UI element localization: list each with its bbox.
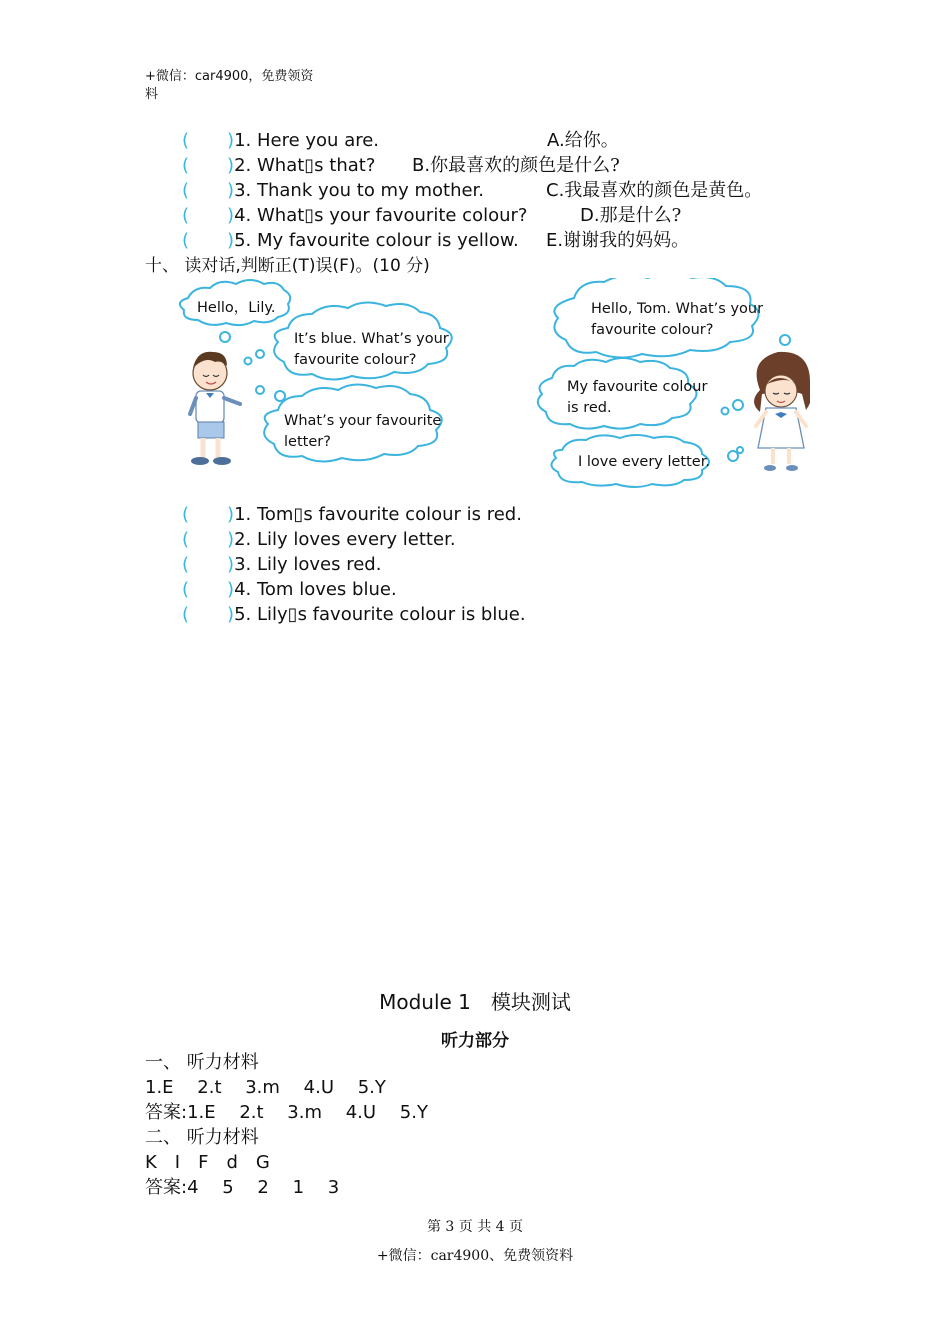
thought-dot — [728, 451, 738, 461]
thought-dot — [256, 386, 264, 394]
item-number: 2. — [234, 529, 252, 550]
item-number: 1. — [234, 130, 252, 151]
matching-item — [182, 154, 375, 178]
judge-item — [182, 528, 456, 552]
header-line-1: +微信：car4900，免费领资 — [145, 69, 314, 84]
bubble-text: What’s your favourite — [284, 413, 442, 429]
thought-dot — [780, 335, 790, 345]
bubble-text: Hello, Tom. What’s your — [591, 301, 764, 317]
module-title: Module 1 模块测试 — [379, 990, 571, 1014]
thought-dot — [245, 358, 252, 365]
item-english: What▯s that? — [256, 155, 376, 176]
option-letter: A. — [547, 130, 565, 151]
close-paren: ) — [227, 554, 235, 575]
bubble-text: Hello，Lily. — [197, 300, 276, 316]
thought-dot — [275, 391, 285, 401]
item-english: My favourite colour is yellow. — [256, 230, 519, 251]
footer-contact: +微信：car4900、免费领资料 — [376, 1248, 574, 1264]
matching-option — [412, 154, 620, 178]
answer-line: 1.E 2.t 3.m 4.U 5.Y — [145, 1077, 386, 1098]
judge-item — [182, 553, 381, 577]
item-text: Lily loves every letter. — [256, 529, 456, 550]
close-paren: ) — [227, 130, 235, 151]
thought-dot — [737, 447, 743, 453]
item-number: 5. — [234, 230, 252, 251]
item-number: 3. — [234, 554, 252, 575]
girl-bubble-1 — [554, 278, 763, 358]
open-paren: ( — [182, 205, 190, 226]
matching-option — [547, 129, 619, 153]
thought-dot — [220, 332, 230, 342]
girl-bubble-2 — [538, 358, 708, 429]
open-paren: ( — [182, 529, 190, 550]
bubble-text: letter? — [284, 434, 331, 450]
option-letter: D. — [580, 205, 600, 226]
close-paren: ) — [227, 504, 235, 525]
close-paren: ) — [227, 230, 235, 251]
matching-item — [182, 129, 379, 153]
item-text: Lily loves red. — [256, 554, 382, 575]
matching-option — [546, 229, 689, 253]
item-english: Here you are. — [256, 130, 380, 151]
answer-line: 答案:4 5 2 1 3 — [145, 1177, 340, 1198]
thought-dot — [256, 350, 264, 358]
section-title: 十、 读对话,判断正(T)误(F)。(10 分) — [145, 256, 430, 276]
girl-figure — [754, 352, 810, 471]
option-letter: C. — [546, 180, 565, 201]
matching-item — [182, 204, 527, 228]
header-contact — [145, 68, 345, 104]
matching-option — [580, 204, 681, 228]
bubble-text: is red. — [567, 400, 612, 416]
matching-item — [182, 229, 519, 253]
item-number: 5. — [234, 604, 252, 625]
matching-option — [546, 179, 762, 203]
item-text: Tom loves blue. — [256, 579, 397, 600]
close-paren: ) — [227, 180, 235, 201]
open-paren: ( — [182, 230, 190, 251]
answer-line: 一、 听力材料 — [145, 1052, 259, 1073]
matching-item — [182, 179, 484, 203]
boy-bubble-3 — [264, 384, 442, 461]
judge-item — [182, 578, 397, 602]
item-number: 1. — [234, 504, 252, 525]
item-english: What▯s your favourite colour? — [256, 205, 528, 226]
open-paren: ( — [182, 579, 190, 600]
item-english: Thank you to my mother. — [256, 180, 485, 201]
answer-line: 二、 听力材料 — [145, 1127, 259, 1148]
open-paren: ( — [182, 504, 190, 525]
bubble-text: I love every letter. — [578, 454, 710, 470]
thought-dot — [733, 400, 743, 410]
option-chinese: 你最喜欢的颜色是什么? — [430, 155, 620, 176]
close-paren: ) — [227, 604, 235, 625]
boy-bubble-2 — [274, 302, 452, 379]
answer-line: K I F d G — [145, 1152, 270, 1173]
bubble-text: favourite colour? — [591, 322, 714, 338]
boy-figure — [190, 352, 240, 465]
option-chinese: 给你。 — [564, 130, 619, 151]
option-letter: E. — [546, 230, 564, 251]
open-paren: ( — [182, 554, 190, 575]
listening-title: 听力部分 — [441, 1031, 509, 1051]
option-chinese: 那是什么? — [599, 205, 682, 226]
answer-line: 答案:1.E 2.t 3.m 4.U 5.Y — [145, 1102, 428, 1123]
dialogue-illustration — [170, 278, 810, 493]
open-paren: ( — [182, 130, 190, 151]
bubble-text: It’s blue. What’s your — [294, 331, 449, 347]
header-line-2: 料 — [145, 87, 159, 102]
judge-item — [182, 503, 522, 527]
close-paren: ) — [227, 205, 235, 226]
item-text: Lily▯s favourite colour is blue. — [256, 604, 526, 625]
page-number: 第 3 页 共 4 页 — [426, 1219, 524, 1235]
girl-bubble-3 — [551, 435, 709, 487]
close-paren: ) — [227, 155, 235, 176]
item-number: 4. — [234, 579, 252, 600]
option-letter: B. — [412, 155, 431, 176]
option-chinese: 我最喜欢的颜色是黄色。 — [564, 180, 763, 201]
bubble-text: favourite colour? — [294, 352, 417, 368]
thought-dot — [722, 408, 729, 415]
close-paren: ) — [227, 579, 235, 600]
open-paren: ( — [182, 604, 190, 625]
option-chinese: 谢谢我的妈妈。 — [563, 230, 690, 251]
item-text: Tom▯s favourite colour is red. — [256, 504, 522, 525]
item-number: 2. — [234, 155, 252, 176]
item-number: 4. — [234, 205, 252, 226]
bubble-text: My favourite colour — [567, 379, 708, 395]
open-paren: ( — [182, 155, 190, 176]
close-paren: ) — [227, 529, 235, 550]
boy-bubble-1 — [180, 280, 290, 325]
open-paren: ( — [182, 180, 190, 201]
judge-item — [182, 603, 526, 627]
item-number: 3. — [234, 180, 252, 201]
